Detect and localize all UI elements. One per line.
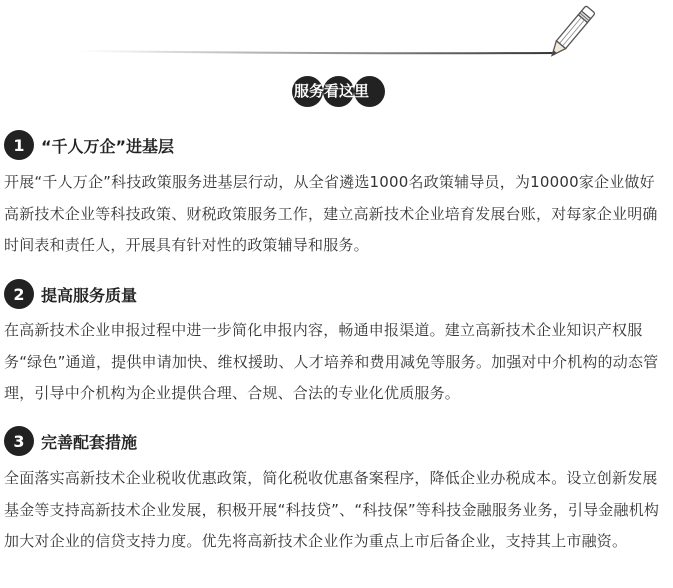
- section-body: 开展“千人万企”科技政策服务进基层行动，从全省遴选1000名政策辅导员，为10000家企业做好高新技术企业等科技政策、财税政策服务工作，建立高新技术企业培育发展台账，对每家企业明确时间表和责任人，开展具有针对性的政策辅导和服务。: [4, 173, 658, 254]
- section-title: 提高服务质量: [41, 285, 138, 305]
- page-title: 服务看这里: [294, 82, 370, 100]
- section-heading-2: [4, 278, 137, 310]
- section-heading-3: [4, 425, 137, 457]
- section-number: 3: [4, 426, 34, 456]
- header-decoration: [0, 0, 673, 120]
- section-heading-1: [4, 129, 174, 161]
- section-body: 全面落实高新技术企业税收优惠政策，简化税收优惠备案程序，降低企业办税成本。设立创新发展基金等支持高新技术企业发展，积极开展“科技贷”、“科技保”等科技金融服务业务，引导金融机构加大对企业的信贷支持力度。优先将高新技术企业作为重点上市后备企业，支持其上市融资。: [4, 469, 660, 550]
- section-number: 1: [4, 130, 34, 160]
- section-body: 在高新技术企业申报过程中进一步简化申报内容，畅通申报渠道。建立高新技术企业知识产权服务“绿色”通道，提供申请加快、维权援助、人才培养和费用减免等服务。加强对中介机构的动态管理，引导中介机构为企业提供合理、合规、合法的专业化优质服务。: [4, 321, 659, 402]
- section-number: 2: [4, 279, 34, 309]
- section-title: 完善配套措施: [41, 432, 138, 452]
- section-title: “千人万企”进基层: [41, 136, 175, 156]
- pencil-icon: [540, 4, 600, 64]
